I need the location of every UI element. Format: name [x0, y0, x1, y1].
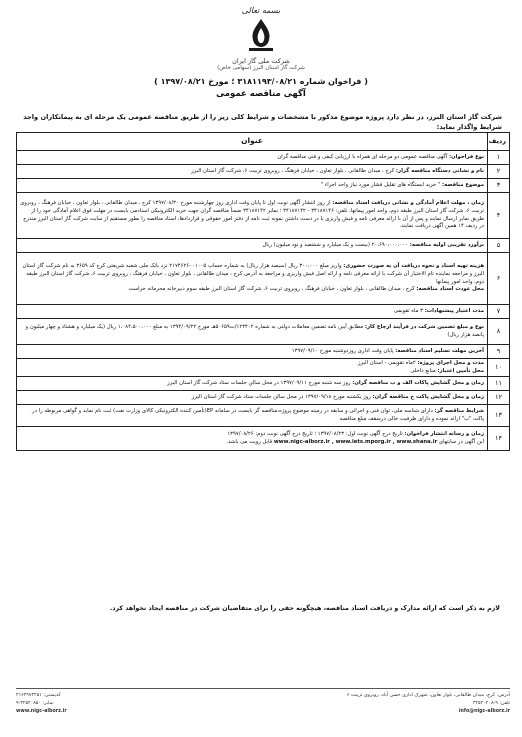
row-text: از روز انتشار آگهی نوبت اول تا پایان وقت اداری روز چهارشنبه مورخ ۱۳۹۷/۰۸/۳۰ کرج ، میدان طالقانی ، بلوار تعاون ، خیابان فرهنگ ، روبروی تربیت ۶، شرکت گاز استان البرز طبقه دوم، واحد امور پیمانها، تلفن: ۳۴۱۸۷۱۴۶ - ۳۴۱۸۷۱۴۲ ؛ نمابر ۳۴۱۸۷۱۴۲ ضمناً مناقصه گران جهت خرید الکترونیکی اسنادمی بایست در مهلت فوق اعلام آمادگی خود را از طریق نمابر ارسال نمایند و پس از آن با ارائه معرفی نامه و فیش واریزی با در دست داشتن نمونه ثبت نامه از دفتر امور حقوقی و قراردادها، اسناد مناقصه را بطور مستقیم از سایت شرکت گاز استان البرز مندرج در ردیف ۱۴ همین آگهی دریافت نمایند.	[20, 200, 484, 230]
row-number: ۴	[488, 193, 510, 239]
nigc-flame-logo-icon	[241, 16, 281, 56]
intro-paragraph: شرکت گاز استان البرز، در نظر دارد پروژه موضوع مذکور با مشخصات و شرایط کلی زیر را از طریق مناقصه عمومی یک مرحله ای به پیمانکاران واجد شرایط واگذار نماید:	[23, 113, 502, 132]
row-label: زمان و محل گشایش پاکت ج مناقصه گران:	[372, 394, 484, 400]
col-header-row-number: ردیف	[488, 133, 510, 151]
row-content	[17, 165, 488, 179]
footer-phone: تلفن: ۹-۳۲۵۲۰۲۰۸	[472, 701, 510, 707]
row-label: شرایط مناقصه گر:	[434, 408, 484, 415]
basmala: بسمه تعالی	[241, 6, 281, 15]
row-extra-label: محل عودت اسناد مناقصه:	[416, 286, 484, 293]
row-content	[17, 179, 488, 193]
row-number: ۱۳	[488, 405, 510, 427]
footer-address: آدرس: کرج، میدان طالقانی، بلوار تعاون، شهرک اداری حسن آباد، روبروی تربیت ۶	[346, 693, 510, 698]
row-extra-text: این آگهی در سایتهای	[438, 438, 484, 445]
row-text: ۲ماه تقویمی - استان البرز	[357, 360, 416, 366]
table-row	[17, 165, 510, 179]
row-text: روز سه شنبه مورخ ۱۳۹۷/۰۹/۱۱ در محل سالن جلسات ستاد شرکت گاز استان البرز	[167, 380, 351, 386]
footer-website[interactable]: www.nigc-alborz.ir	[16, 709, 67, 715]
page-footer	[16, 688, 510, 716]
table-row	[17, 239, 510, 253]
row-label: زمان و محل گشایش پاکات الف و ب مناقصه گران:	[352, 380, 484, 386]
row-number: ۱۲	[488, 391, 510, 405]
row-number: ۳	[488, 179, 510, 193]
table-header-row	[17, 133, 510, 151]
row-number: ۷	[488, 305, 510, 319]
row-content	[17, 319, 488, 345]
row-label: آخرین مهلت تسلیم اسناد مناقصه:	[395, 347, 484, 354]
row-text: تاریخ درج آگهی نوبت اول: ۱۳۹۷/۰۸/۲۳ ؛ تاریخ درج آگهی نوبت دوم: ۱۳۹۷/۰۸/۲۶	[227, 431, 403, 438]
row-text: واریز مبلغ ۳۰۰،۰۰۰ ریال (سیصد هزار ریال) به شماره حساب ۲۱۷۴۶۲۶۰۰۱۰۰۵ نزد بانک ملی شعبه شریعتی کرج کد ۳۶۵۹ به نام شرکت گاز استان البرز و مراجعه نماینده تام الاختیار آن شرکت با ارائه معرفی نامه و ارائه اصل فیش واریزی و مراجعه به آدرس کرج ، میدان طالقانی ، بلوار تعاون ، خیابان فرهنگ ، روبروی تربیت ۶، شرکت گاز استان البرز طبقه دوم، واحد امور پیمانها	[22, 263, 484, 285]
row-number: ۵	[488, 239, 510, 253]
row-label: مدت اعتبار پیشنهادات:	[424, 307, 484, 314]
row-number: ۹	[488, 345, 510, 359]
row-label: زمان ، مهلت اعلام آمادگی و نشانی دریافت اسناد مناقصه:	[332, 200, 484, 207]
row-number: ۱۰	[488, 359, 510, 377]
row-content	[17, 377, 488, 391]
row-extra-label: محل تأمین اعتبار:	[437, 367, 484, 374]
company-name: شرکت ملی گاز ایران	[232, 57, 290, 65]
footer-note: لازم به ذکر است که ارائه مدارک و دریافت اسناد مناقصه، هیچگونه حقی را برای متقاضیان شرکت در مناقصه ایجاد نخواهد کرد.	[109, 605, 500, 612]
row-text: روز یکشنبه مورخ ۱۳۹۷/۰۹/۱۸ در محل سالن جلسات ستاد شرکت گاز استان البرز	[191, 394, 371, 400]
row-number: ۲	[488, 165, 510, 179]
row-label: هزینه تهیه اسناد و نحوه دریافت آن به صورت حضوری:	[343, 263, 484, 270]
table-row	[17, 179, 510, 193]
row-content	[17, 239, 488, 253]
row-text: کرج ، میدان طالقانی ، بلوار تعاون ، خیابان فرهنگ ، روبروی تربیت ۶، شرکت گاز استان البرز	[191, 167, 395, 174]
row-label: نوع و مبلغ تضمین شرکت در فرآیند ارجاع کار:	[364, 323, 484, 330]
row-label: برآورد تقریبی اولیه مناقصه:	[409, 241, 484, 248]
row-text: ۲۰،۶۹۰،۰۰۰،۰۰۰ (بیست و یک میلیارد و ششصد و نود میلیون) ریال	[262, 241, 409, 248]
call-number: ( فراخوان شماره ۳۱۸۱۱۹۳/۰۸/۲۱ ؛ مورخ ۱۳۹۷/۰۸/۲۱ )	[154, 77, 368, 86]
table-row	[17, 427, 510, 451]
footer-email[interactable]: info@nigc-alborz.ir	[458, 709, 510, 715]
row-content	[17, 405, 488, 427]
table-row	[17, 405, 510, 427]
row-content	[17, 253, 488, 305]
row-text: پایان وقت اداری روزدوشنبه مورخ ۱۳۹۷/۰۹/۱۰	[291, 347, 394, 354]
row-content	[17, 391, 488, 405]
row-content	[17, 427, 488, 451]
row-label: نوع فراخوان:	[449, 153, 484, 160]
table-row	[17, 345, 510, 359]
row-extra-text: کرج ، میدان طالقانی ، بلوار تعاون ، خیابان فرهنگ ، روبروی تربیت ۶، شرکت گاز استان البرز طبقه سوم دبیرخانه محرمانه حراست	[128, 286, 415, 293]
table-row	[17, 305, 510, 319]
row-extra-text: منابع داخلی	[410, 367, 436, 374]
table-row	[17, 391, 510, 405]
row-label: نام و نشانی دستگاه مناقصه گزار:	[395, 167, 484, 174]
row-text: آگهی مناقصه عمومی دو مرحله ای همراه با ارزیابی کیفی و فنی مناقصه گران	[277, 153, 448, 160]
table-row	[17, 377, 510, 391]
row-label: مدت و محل اجرای پروژه:	[417, 360, 484, 366]
row-number: ۱۴	[488, 427, 510, 451]
company-subtitle: شرکت گاز استان البرز (سهامی خاص)	[217, 65, 305, 71]
row-number: ۱	[488, 151, 510, 165]
row-text: مطابق آیین نامه تضمین معاملات دولتی به شماره ۱۲۳۴۰۲/ت۵۰۶۵۹هـ مورخ ۱۳۹۴/۰۹/۲۲ به مبلغ ۱،۰۸۴،۵۰۰،۰۰۰ ریال (یک میلیارد و هشتاد و چهار میلیون و پانصد هزار ریال)	[25, 323, 484, 338]
row-label: زمان و رسانه انتشار فراخوان:	[404, 431, 484, 438]
row-website-links[interactable]: www.nigc-alborz.ir , www.iets.mporg.ir , www.shana.ir	[273, 438, 438, 445]
footer-postal-code: کدپستی: ۳۱۶۴۹۷۳۴۵۱	[16, 693, 61, 698]
row-text: " خرید ایستگاه های تقلیل فشار مورد نیاز واحد اجراء "	[320, 181, 441, 188]
table-row	[17, 359, 510, 377]
row-content	[17, 359, 488, 377]
row-number: ۱۱	[488, 377, 510, 391]
row-label: موضوع مناقصه:	[442, 181, 484, 188]
table-row	[17, 193, 510, 239]
footer-fax: نمابر: ۳۲۵۲۰۸۵۰-۹	[16, 701, 54, 707]
table-row	[17, 319, 510, 345]
table-row	[17, 151, 510, 165]
tender-table	[16, 132, 510, 451]
letterhead	[0, 6, 522, 99]
row-text: ۳ ماه تقویمی	[393, 307, 423, 314]
row-after-sites: قابل رویت می باشد.	[226, 438, 273, 445]
row-number: ۸	[488, 319, 510, 345]
table-row	[17, 253, 510, 305]
row-content	[17, 151, 488, 165]
row-content	[17, 193, 488, 239]
row-text: دارای شناسه ملی، توان فنی و اجرائی و سابقه در زمینه موضوع پروژه،مناقصه گر بایست در سامانه EP(تأمین کننده الکترونیکی کالای وزارت نفت) ثبت نام نماید و گواهی مربوطه را در پاکت "ب" ارائه نموده و دارای ظرفیت خالی درسقف مبلغ مناقصه	[32, 408, 484, 422]
notice-title: آگهی مناقصه عمومی	[216, 89, 306, 99]
row-number: ۶	[488, 253, 510, 305]
row-content	[17, 345, 488, 359]
col-header-title: عنوان	[17, 133, 488, 151]
row-content	[17, 305, 488, 319]
